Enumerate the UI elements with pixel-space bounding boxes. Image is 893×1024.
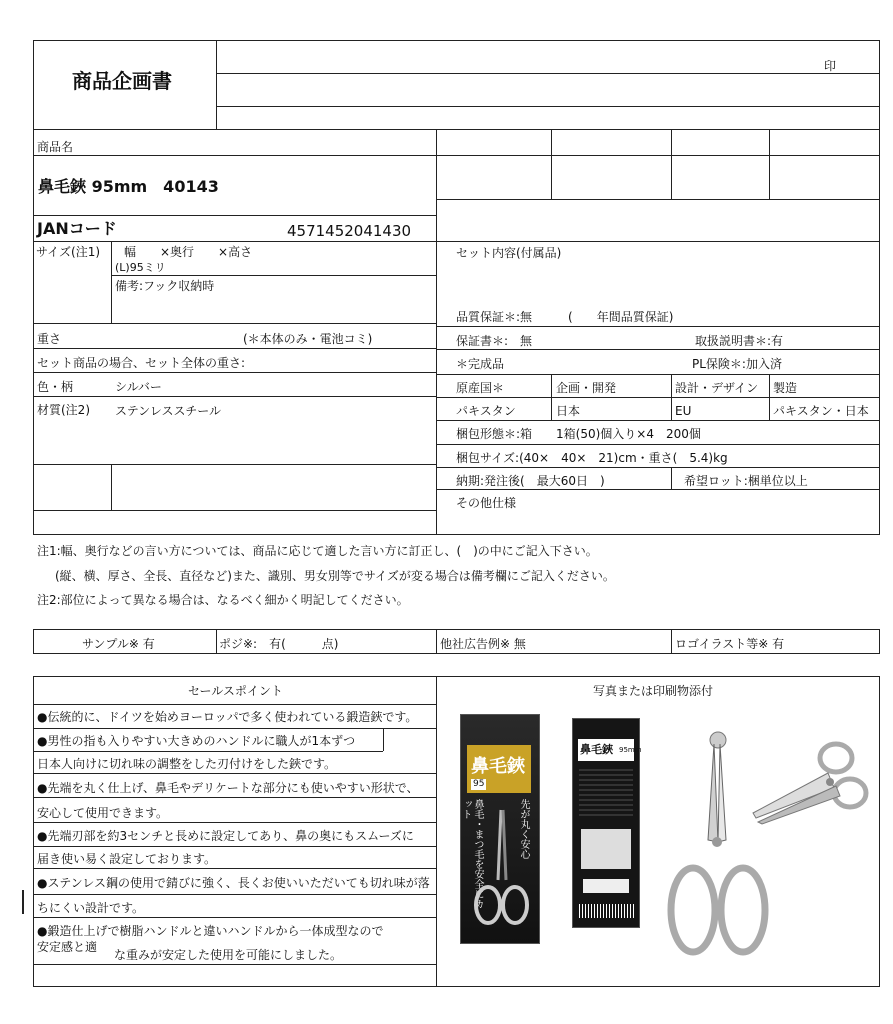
plan-label: 企画・開発: [556, 381, 617, 395]
sales-header: セールスポイント: [188, 684, 283, 698]
sales-line-5: 安心して使用できます。: [37, 806, 169, 820]
weight-note: (＊本体のみ・電池コミ): [243, 332, 373, 346]
weight-label: 重さ: [37, 332, 62, 346]
sales-line-10: ●鍛造仕上げで樹脂ハンドルと違いハンドルから一体成型なので: [37, 924, 384, 938]
quality-warranty: 品質保証＊:無 ( 年間品質保証): [456, 310, 674, 324]
warranty-card: 保証書＊: 無: [456, 334, 533, 348]
package-front-copy2: 先が丸く安心: [518, 799, 529, 859]
scissors-side-photo-icon: [748, 738, 874, 828]
sales-line-6: ●先端刃部を約3センチと長めに設定してあり、鼻の奥にもスムーズに: [37, 829, 414, 843]
finished-label: ＊完成品: [456, 357, 505, 371]
packing-size: 梱包サイズ:(40× 40× 21)cm・重さ( 5.4)kg: [456, 451, 728, 465]
manufacture-label: 製造: [773, 381, 798, 395]
package-scissors-icon: [471, 805, 531, 935]
origin-value: パキスタン: [456, 404, 516, 418]
package-front-image: [460, 714, 540, 944]
note-1: 注1:幅、奥行などの言い方については、商品に応じて適した言い方に訂正し、( )の中にご記入下さい。: [37, 544, 598, 558]
sample-label: サンプル※ 有: [82, 637, 155, 651]
packing-form: 梱包形態＊:箱 1箱(50)個入り×4 200個: [456, 427, 701, 441]
posi-label: ポジ※: 有( 点): [219, 637, 339, 651]
note-1b: (縦、横、厚さ、全長、直径など)また、識別、男女別等でサイズが変る場合は備考欄にご記入ください。: [55, 569, 615, 583]
package-back-size: 95mm: [619, 746, 642, 754]
jan-label: JANコード: [37, 219, 117, 238]
plan-value: 日本: [556, 404, 581, 418]
package-back-title: 鼻毛鋏: [580, 743, 613, 756]
sales-line-4: ●先端を丸く仕上げ、鼻毛やデリケートな部分にも使いやすい形状で、: [37, 781, 419, 795]
pl-insurance: PL保険＊:加入済: [692, 357, 782, 371]
size-dims: 幅 ×奥行 ×高さ: [124, 245, 253, 259]
product-name-label: 商品名: [37, 140, 74, 154]
logo-label: ロゴイラスト等※ 有: [675, 637, 785, 651]
package-front-title: 鼻毛鋏: [471, 756, 525, 777]
ad-label: 他社広告例※ 無: [440, 637, 526, 651]
manual-label: 取扱説明書＊:有: [695, 334, 784, 348]
note-2: 注2:部位によって異なる場合は、なるべく細かく明記してください。: [37, 593, 409, 607]
delivery-label: 納期:発注後( 最大60日 ): [456, 474, 605, 488]
material-value: ステンレススチール: [115, 404, 222, 418]
set-weight-label: セット商品の場合、セット全体の重さ:: [37, 356, 246, 370]
package-back-image: [572, 718, 640, 928]
package-front-size: 95: [473, 779, 485, 789]
sales-line-7: 届き使い易く設定しております。: [37, 852, 217, 866]
color-value: シルバー: [115, 380, 162, 394]
color-label: 色・柄: [37, 380, 74, 394]
stamp-label: 印: [824, 59, 837, 73]
sales-line-2: ●男性の指も入りやすい大きめのハンドルに職人が1本ずつ: [37, 734, 356, 748]
size-label: サイズ(注1): [36, 245, 101, 259]
manufacture-value: パキスタン・日本: [773, 404, 869, 418]
photo-header: 写真または印刷物添付: [593, 684, 714, 698]
sales-line-12: な重みが安定した使用を可能にしました。: [114, 948, 343, 962]
sales-line-8: ●ステンレス鋼の使用で錆びに強く、長くお使いいただいても切れ味が落: [37, 876, 430, 890]
material-label: 材質(注2): [37, 403, 90, 417]
other-specs-label: その他仕様: [456, 496, 517, 510]
design-label: 設計・デザイン: [675, 381, 759, 395]
sales-line-1: ●伝統的に、ドイツを始めヨーロッパで多く使われている鍛造鋏です。: [37, 710, 418, 724]
jan-value: 4571452041430: [287, 222, 412, 240]
origin-label: 原産国＊: [456, 381, 505, 395]
set-contents-label: セット内容(付属品): [456, 246, 562, 260]
package-front-copy: 鼻毛・まつ毛を安全にカット: [460, 799, 483, 909]
design-value: EU: [675, 404, 692, 418]
page-title: 商品企画書: [72, 69, 172, 93]
sales-line-11: 安定感と適: [37, 940, 98, 954]
sales-line-3: 日本人向けに切れ味の調整をした刃付けをした鋏です。: [37, 757, 337, 771]
remark-text: 備考:フック収納時: [115, 279, 215, 293]
lot-label: 希望ロット:梱単位以上: [684, 474, 808, 488]
size-value: (L)95ミリ: [115, 261, 166, 274]
product-name-value: 鼻毛鋏 95mm 40143: [38, 177, 219, 196]
sales-line-9: ちにくい設計です。: [37, 901, 145, 915]
